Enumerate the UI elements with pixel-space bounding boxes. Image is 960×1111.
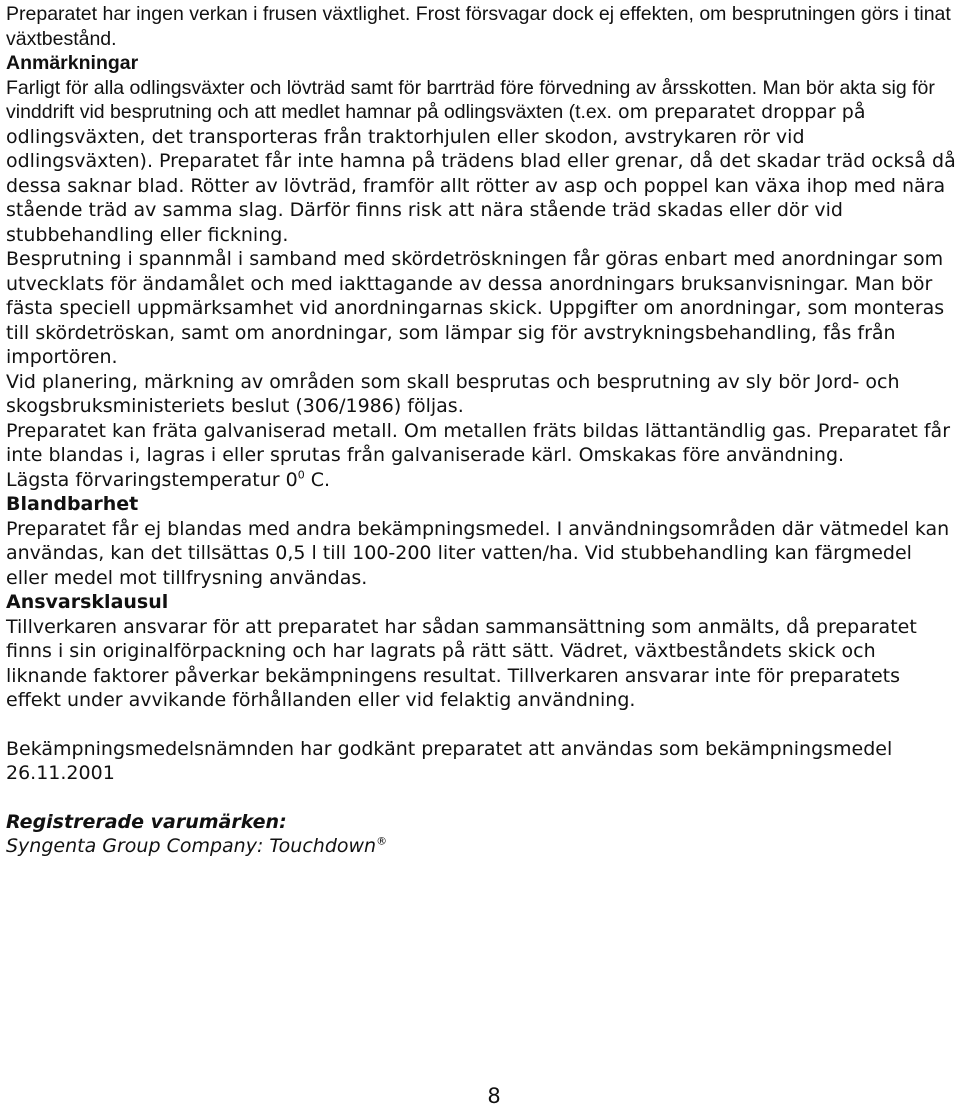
blandbarhet-paragraph: Preparatet får ej blandas med andra bekämpningsmedel. I användningsområden där vätmedel kan användas, kan det tillsättas 0,5 l till 100-200 liter vatten/ha. Vid stubbehandling kan färgmedel eller medel mot tillfrysning användas. bbox=[6, 517, 950, 589]
trademarks-line bbox=[6, 834, 956, 859]
anmarkningar-paragraph-4: Preparatet kan fräta galvaniserad metall. Om metallen fräts bildas lättantändlig gas. Preparatet får inte blandas i, lagras i eller sprutas från galvaniserade kärl. Omskakas före användning. bbox=[6, 419, 951, 466]
storage-temperature-unit: C. bbox=[304, 468, 331, 491]
document-body bbox=[6, 2, 956, 859]
section-heading-blandbarhet: Blandbarhet bbox=[6, 493, 139, 515]
storage-temperature-text: Lägsta förvaringstemperatur 0 bbox=[6, 468, 298, 491]
registered-mark: ® bbox=[376, 834, 388, 848]
approval-paragraph: Bekämpningsmedelsnämnden har godkänt preparatet att användas som bekämpningsmedel 26.11.2001 bbox=[6, 737, 893, 784]
anmarkningar-paragraph-3: Vid planering, märkning av områden som skall besprutas och besprutning av sly bör Jord- och skogsbruksministeriets beslut (306/1986) följas. bbox=[6, 370, 900, 417]
section-heading-ansvarsklausul: Ansvarsklausul bbox=[6, 591, 169, 613]
ansvarsklausul-paragraph: Tillverkaren ansvarar för att preparatet har sådan sammansättning som anmälts, då preparatet finns i sin originalförpackning och har lagrats på rätt sätt. Vädret, växtbeståndets skick och liknande faktorer påverkar bekämpningens resultat. Tillverkaren ansvarar inte för preparatets effekt under avvikande förhållanden eller vid felaktig användning. bbox=[6, 615, 917, 711]
anmarkningar-paragraph-1 bbox=[6, 76, 956, 248]
storage-temperature-degree: 0 bbox=[297, 468, 305, 482]
trademarks-heading: Registrerade varumärken: bbox=[6, 810, 287, 833]
spacer bbox=[6, 713, 956, 737]
intro-paragraph: Preparatet har ingen verkan i frusen växtlighet. Frost försvagar dock ej effekten, om besprutningen görs i tinat växtbestånd. bbox=[6, 3, 951, 50]
spacer bbox=[6, 786, 956, 810]
storage-temperature bbox=[6, 468, 956, 493]
anmarkningar-paragraph-2: Besprutning i spannmål i samband med skördetröskningen får göras enbart med anordningar som utvecklats för ändamålet och med iakttagande av dessa anordningars bruksanvisningar. Man bör fästa speciell uppmärksamhet vid anordningarnas skick. Uppgifter om anordningar, som monteras till skördetröskan, samt om anordningar, som lämpar sig för avstrykningsbehandling, fås från importören. bbox=[6, 248, 945, 368]
section-heading-anmarkningar: Anmärkningar bbox=[6, 52, 139, 74]
trademarks-text: Syngenta Group Company: Touchdown bbox=[6, 835, 377, 857]
anmarkningar-paragraph-1-part-a: Farligt för alla odlingsväxter och lövträd samt för barrträd före förvedning av årsskotten. Man bör akta sig för vinddrift vid besprutning och att medlet hamnar på odlingsväxten (t.ex. bbox=[6, 76, 935, 123]
anmarkningar-paragraph-1-part-b: om preparatet droppar på odlingsväxten, det transporteras från traktorhjulen eller skodon, avstrykaren rör vid odlingsväxten). Preparatet får inte hamna på trädens blad eller grenar, då det skadar träd också då dessa saknar blad. Rötter av lövträd, framför allt rötter av asp och poppel kan växa ihop med nära stående träd av samma slag. Därför finns risk att nära stående träd skadas eller dör vid stubbehandling eller fickning. bbox=[6, 101, 956, 246]
page-number: 8 bbox=[487, 1084, 501, 1108]
